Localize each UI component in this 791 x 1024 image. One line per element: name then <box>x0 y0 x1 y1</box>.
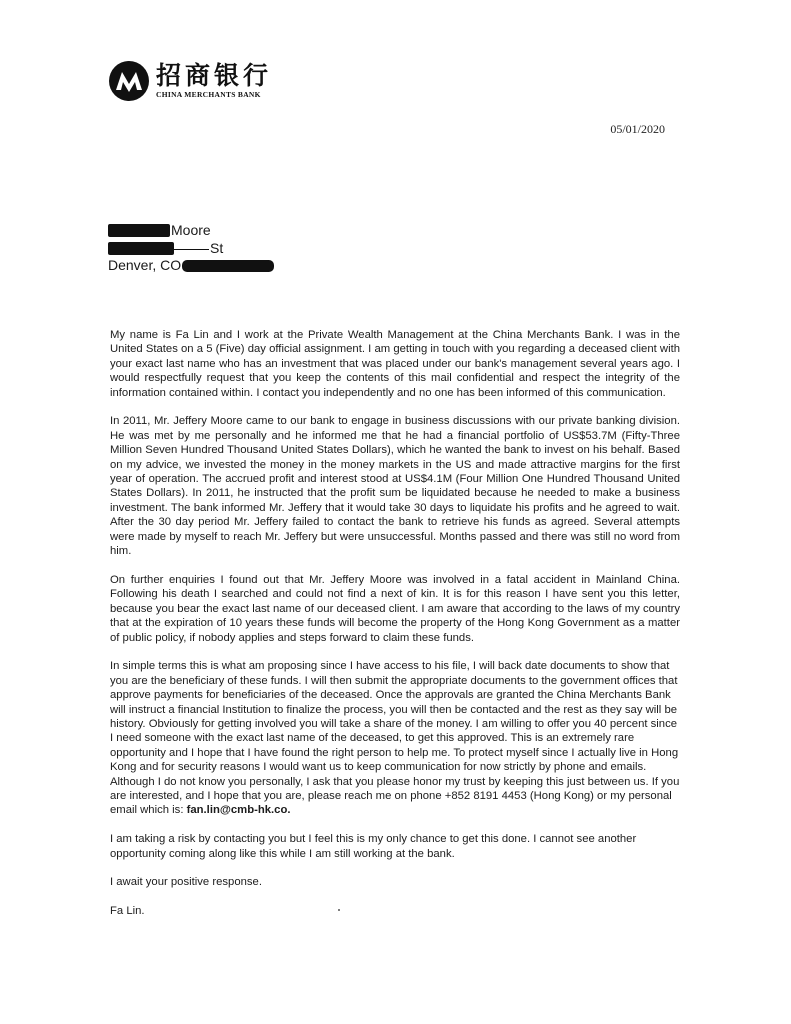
recipient-name-line <box>108 222 274 240</box>
paragraph-enquiries: On further enquiries I found out that Mr. Jeffery Moore was involved in a fatal accident in Mainland China. Following his death I searched and could not find a next of kin. It is for this reason I have sent you this letter, because you bear the exact last name of our deceased client. I am aware that according to the laws of my country that at the expiration of 10 years these funds will become the property of the Hong Kong Government as a matter of public policy, if nobody applies and steps forward to claim these funds. <box>110 573 680 644</box>
paragraph-client-history: In 2011, Mr. Jeffery Moore came to our bank to engage in business discussions with our private banking division. He was met by me personally and he informed me that he had a financial portfolio of US$53.7M (Fifty-Three Million Seven Hundred Thousand United States Dollars), which he wanted the bank to invest on his behalf. Based on my advice, we invested the money in the money markets in the US and made attractive margins for the first year of operation. The accrued profit and interest stood at US$4.1M (Four Million One Hundred Thousand United States Dollars). In 2011, he instructed that the profit sum be liquidated because he needed to make a business investment. The bank informed Mr. Jeffery that it would take 30 days to liquidate his profits and he agreed to wait. After the 30 day period Mr. Jeffery failed to contact the bank to retrieve his funds as agreed. Several attempts were made by myself to reach Mr. Jeffery but were unsuccessful. Months passed and there was still no word from him. <box>110 415 680 558</box>
scan-speck <box>338 909 340 911</box>
letter-date: 05/01/2020 <box>610 122 665 136</box>
redaction-block <box>108 242 174 255</box>
letter-body <box>110 328 680 933</box>
redaction-block <box>108 224 170 237</box>
recipient-street: St <box>210 239 224 256</box>
bank-logo-icon <box>108 60 150 102</box>
street-underline <box>174 249 209 250</box>
recipient-address <box>108 222 274 275</box>
paragraph-intro: My name is Fa Lin and I work at the Private Wealth Management at the China Merchants Bank. I was in the United States on a 5 (Five) day official assignment. I am getting in touch with you regarding a deceased client with your exact last name who has an investment that was placed under our bank's management several years ago. I would respectfully request that you keep the contents of this mail confidential and respect the integrity of the information contained within. I contact you independently and no one has been informed of this communication. <box>110 329 680 399</box>
paragraph-risk: I am taking a risk by contacting you but I feel this is my only chance to get this done. I cannot see another opportunity coming along like this while I am still working at the bank. <box>110 833 637 860</box>
proposal-text: In simple terms this is what am proposing since I have access to his file, I will back date documents to show that you are the beneficiary of these funds. I will then submit the appropriate documents to the government offices that approve payments for beneficiaries of the deceased. Once the approvals are granted the China Merchants Bank will instruct a financial Institution to finalize the process, you will then be contacted and the rest as they say will be history. Obviously for getting involved you will take a share of the money. I am willing to offer you 40 percent since I need someone with the exact last name of the deceased, to get this approved. This is an extremely rare opportunity and I hope that I have found the right person to help me. To protect myself since I actually live in Hong Kong and for security reasons I would want us to keep communication for now strictly by phone and emails. Although I do not know you personally, I ask that you please honor my trust by keeping this just between us. If you are interested, and I hope that you are, please reach me on phone +852 8191 4453 (Hong Kong) or my personal email which is: <box>110 660 680 817</box>
bank-letterhead <box>108 60 272 102</box>
redaction-block <box>182 260 274 272</box>
recipient-city-line <box>108 257 274 275</box>
bank-name-chinese: 招商银行 <box>156 61 273 91</box>
bank-name-english: CHINA MERCHANTS BANK <box>156 90 261 100</box>
recipient-city-state: Denver, CO <box>108 257 182 273</box>
paragraph-closing: I await your positive response. <box>110 876 262 889</box>
recipient-street-line <box>108 240 274 258</box>
paragraph-proposal <box>110 659 680 817</box>
recipient-name: Moore <box>171 222 211 238</box>
signature: Fa Lin. <box>110 905 145 918</box>
contact-email: fan.lin@cmb-hk.co. <box>186 804 291 817</box>
